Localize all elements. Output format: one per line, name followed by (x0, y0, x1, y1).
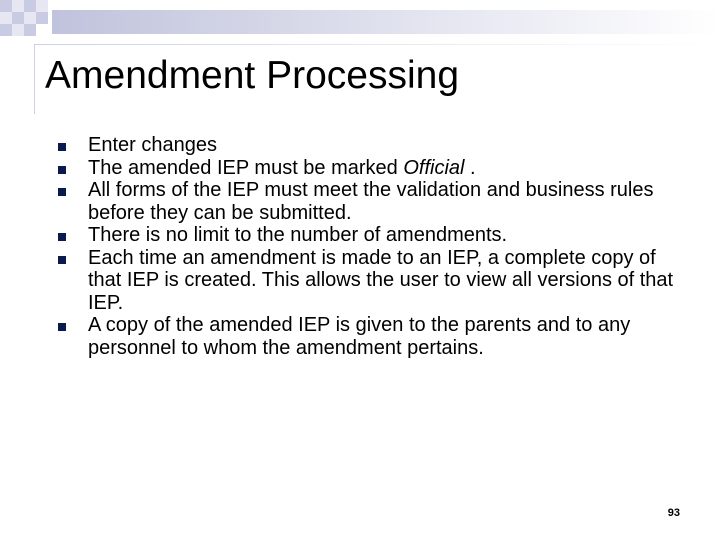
header-decoration (0, 0, 720, 45)
bullet-text-end: . (464, 156, 476, 179)
bullet-item (58, 157, 678, 180)
bullet-text-italic: Official (403, 156, 465, 179)
bullet-list (58, 134, 678, 359)
square-bullet-icon (58, 166, 66, 174)
slide-title: Amendment Processing (45, 54, 460, 97)
bullet-item (58, 179, 678, 224)
bullet-text: There is no limit to the number of amendments. (88, 224, 508, 246)
title-horizontal-rule (34, 44, 720, 45)
title-vertical-rule (34, 44, 35, 114)
square-bullet-icon (58, 143, 66, 151)
bullet-text: Each time an amendment is made to an IEP, a complete copy of that IEP is created. This allows the user to view all versions of that IEP. (88, 246, 674, 314)
page-number: 93 (667, 507, 680, 519)
bullet-text: Enter changes (88, 134, 217, 156)
bullet-item (58, 224, 678, 247)
square-bullet-icon (58, 256, 66, 264)
bullet-text: A copy of the amended IEP is given to the parents and to any personnel to whom the amendment pertains. (88, 314, 631, 359)
bullet-item (58, 314, 678, 359)
checker-pattern (0, 0, 720, 45)
square-bullet-icon (58, 233, 66, 241)
bullet-text: The amended IEP must be marked (88, 156, 404, 179)
square-bullet-icon (58, 323, 66, 331)
bullet-text: All forms of the IEP must meet the validation and business rules before they can be submitted. (88, 179, 654, 224)
square-bullet-icon (58, 188, 66, 196)
bullet-item (58, 134, 678, 157)
bullet-item (58, 247, 678, 315)
